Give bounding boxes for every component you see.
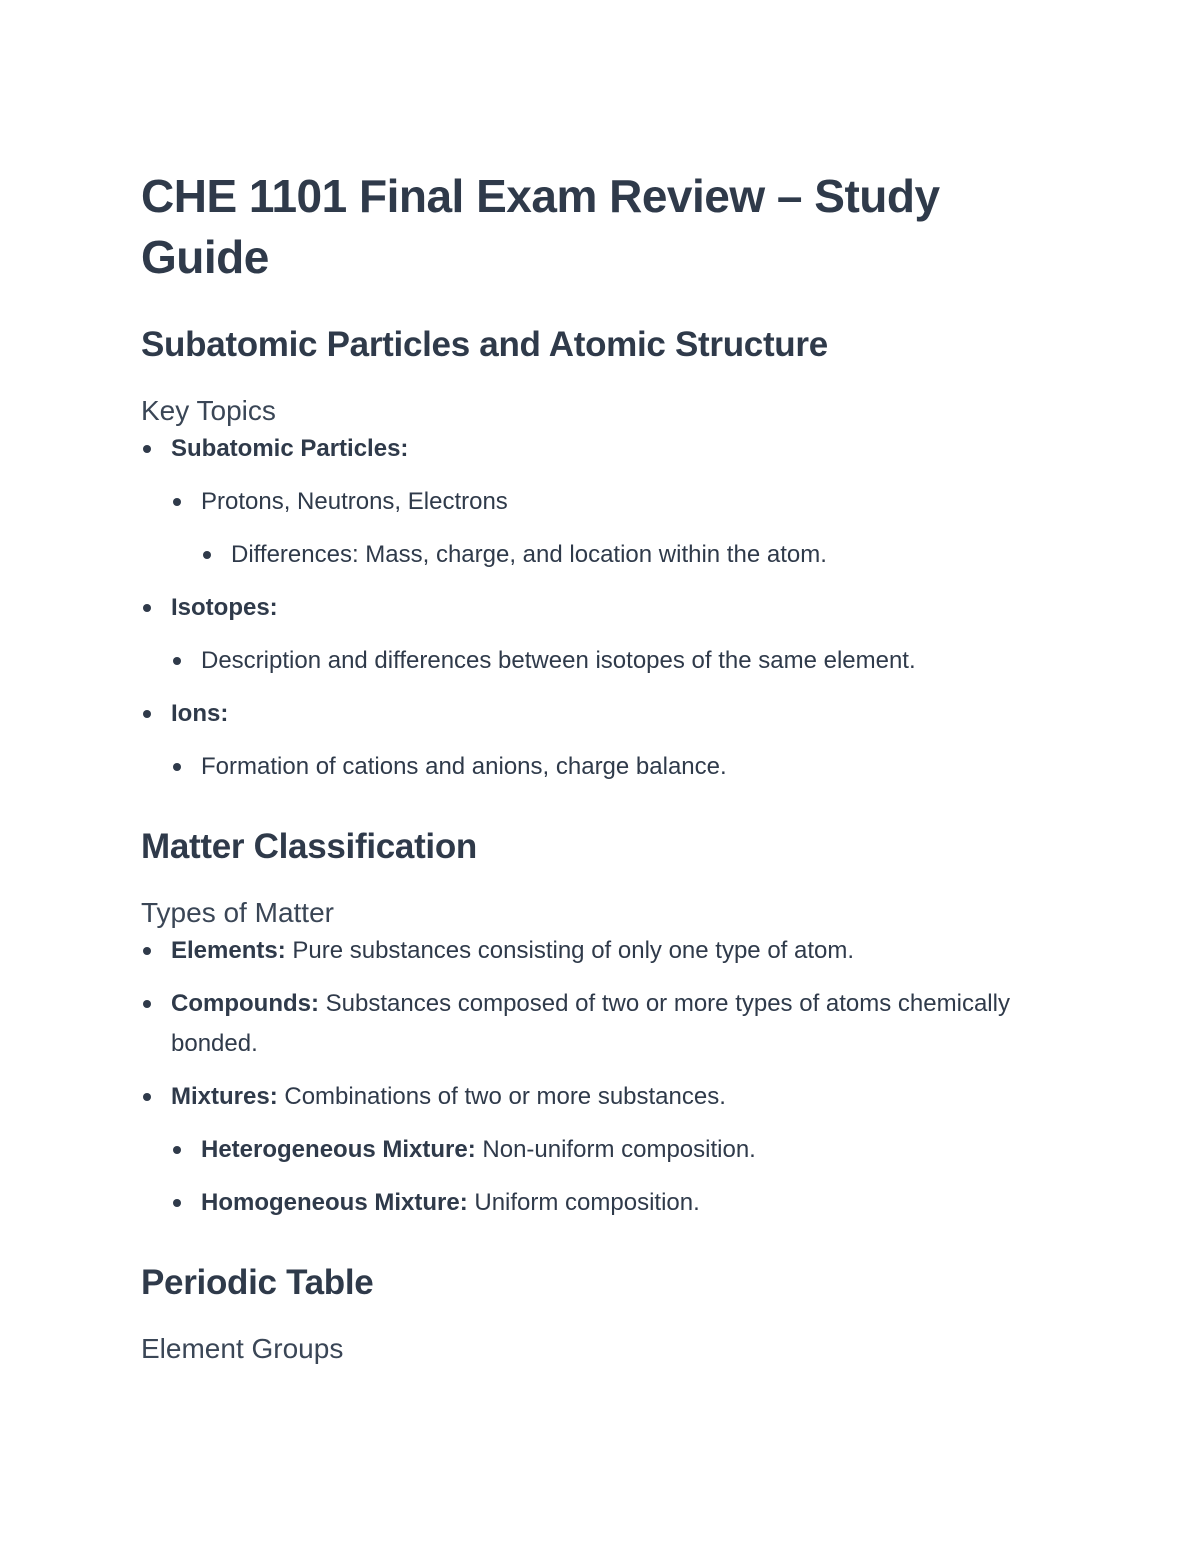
document-title: CHE 1101 Final Exam Review – Study Guide [141, 170, 940, 283]
list-item [141, 931, 1061, 971]
section-heading: Subatomic Particles and Atomic Structure [141, 325, 828, 364]
list-item-text: Description and differences between isotopes of the same element. [201, 647, 916, 674]
list-item [141, 535, 1061, 575]
list-item [141, 747, 1061, 787]
list-item-text: Protons, Neutrons, Electrons [201, 488, 508, 515]
list-item [141, 1077, 1061, 1117]
section-subheading: Element Groups [141, 1333, 344, 1364]
list-item [141, 588, 1061, 628]
section-subheading: Key Topics [141, 395, 276, 426]
list-item-text: Differences: Mass, charge, and location within the atom. [231, 541, 827, 568]
list-item-text: Formation of cations and anions, charge balance. [201, 753, 727, 780]
bullet-list [141, 429, 1061, 787]
bullet-list [141, 931, 1061, 1223]
list-item [141, 641, 1061, 681]
bullet-icon [143, 445, 151, 453]
list-item [141, 984, 1061, 1064]
list-item [141, 1130, 1061, 1170]
list-item-text: Non-uniform composition. [475, 1136, 756, 1163]
bullet-icon [173, 657, 181, 665]
list-item [141, 429, 1061, 469]
list-item-text: Uniform composition. [467, 1189, 700, 1216]
list-item-term: Ions: [171, 700, 229, 727]
bullet-icon [203, 551, 211, 559]
bullet-icon [143, 710, 151, 718]
section-heading: Periodic Table [141, 1263, 374, 1302]
section-heading: Matter Classification [141, 827, 478, 866]
list-item-text: Substances composed of two or more types of atoms chemically bonded. [171, 990, 1010, 1057]
list-item [141, 694, 1061, 734]
section-subheading: Types of Matter [141, 897, 334, 928]
bullet-icon [173, 498, 181, 506]
list-item-term: Isotopes: [171, 594, 278, 621]
list-item-term: Elements: [171, 937, 286, 964]
list-item-term: Homogeneous Mixture: [201, 1189, 468, 1216]
bullet-icon [173, 1199, 181, 1207]
list-item-text: Combinations of two or more substances. [277, 1083, 726, 1110]
bullet-icon [143, 1000, 151, 1008]
document-page [141, 166, 1061, 1367]
bullet-icon [143, 947, 151, 955]
list-item [141, 1183, 1061, 1223]
list-item [141, 482, 1061, 522]
list-item-term: Mixtures: [171, 1083, 278, 1110]
bullet-icon [143, 604, 151, 612]
list-item-text: Pure substances consisting of only one type of atom. [285, 937, 855, 964]
list-item-term: Subatomic Particles: [171, 435, 409, 462]
bullet-icon [173, 1146, 181, 1154]
bullet-icon [173, 763, 181, 771]
list-item-term: Compounds: [171, 990, 319, 1017]
list-item-term: Heterogeneous Mixture: [201, 1136, 476, 1163]
bullet-icon [143, 1093, 151, 1101]
